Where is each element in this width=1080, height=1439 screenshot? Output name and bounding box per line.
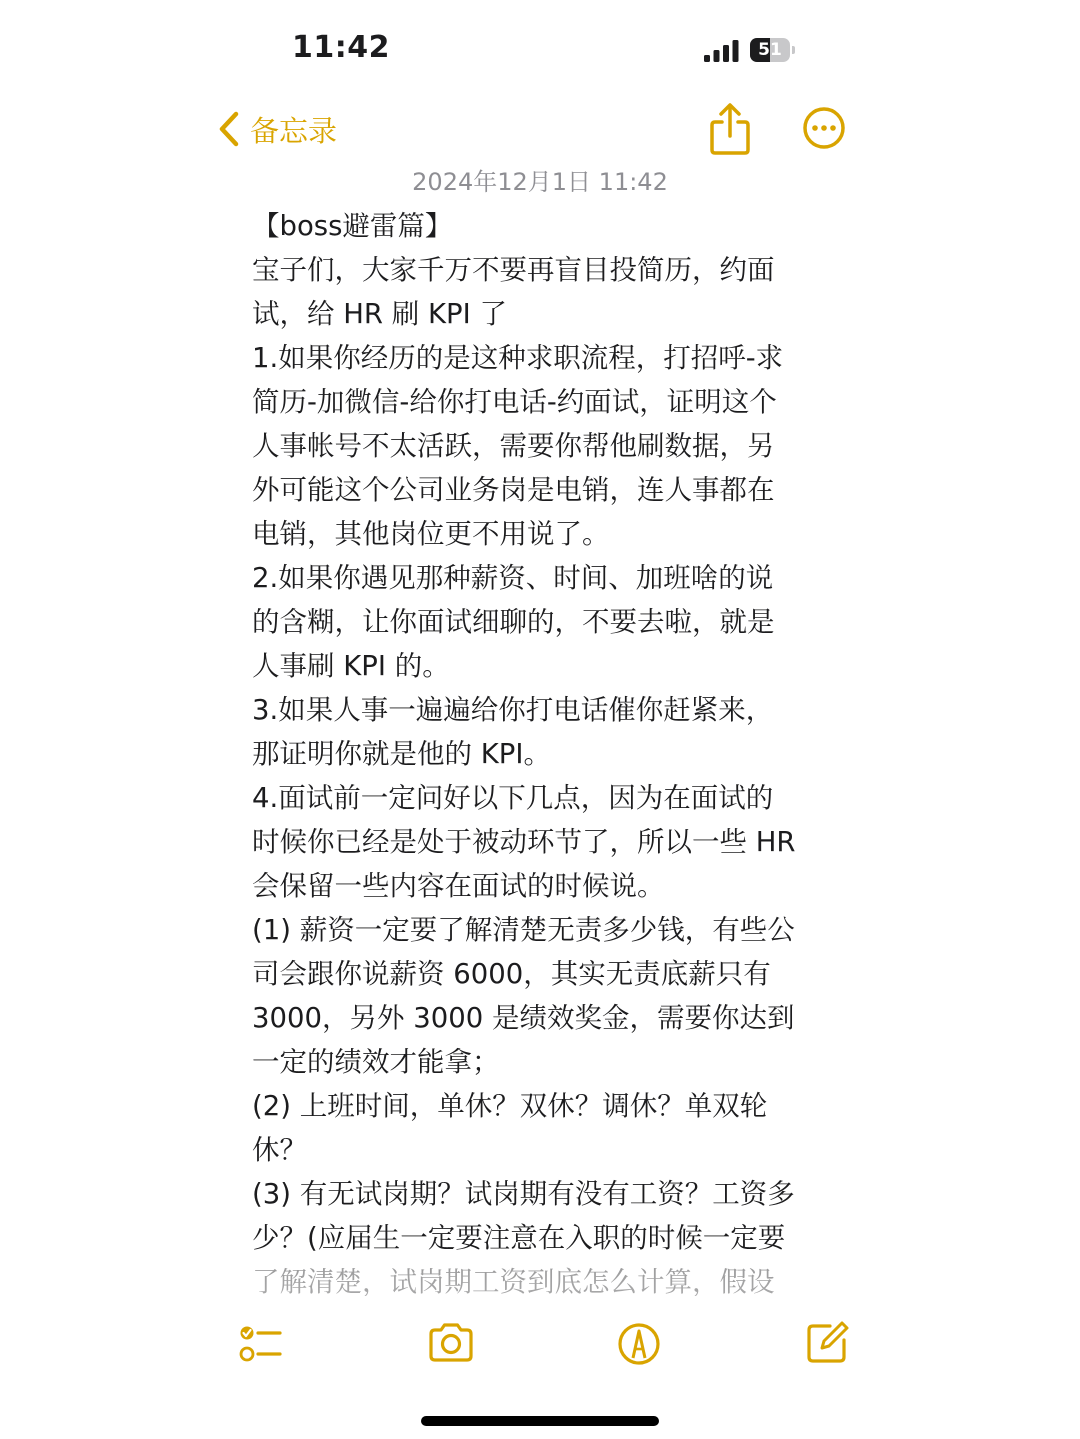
note-line: 简历-加微信-给你打电话-约面试，证明这个 [252, 386, 777, 418]
note-line: 那证明你就是他的 KPI。 [252, 738, 551, 770]
note-line: 宝子们，大家千万不要再盲目投简历，约面 [252, 254, 775, 286]
chevron-left-icon [218, 111, 240, 147]
cellular-signal-icon [704, 40, 740, 62]
home-indicator[interactable] [421, 1416, 659, 1426]
ellipsis-circle-icon[interactable] [802, 106, 846, 150]
note-line: 2.如果你遇见那种薪资、时间、加班啥的说 [252, 562, 774, 594]
compose-icon[interactable] [802, 1318, 852, 1368]
note-line: 试，给 HR 刷 KPI 了 [252, 298, 507, 330]
note-line: (2) 上班时间，单休？双休？调休？单双轮 [252, 1090, 768, 1122]
status-time: 11:42 [292, 30, 390, 65]
battery-body [750, 38, 790, 62]
battery-icon [750, 38, 796, 62]
note-line: 【boss避雷篇】 [252, 210, 453, 242]
checklist-icon[interactable] [236, 1318, 286, 1368]
note-line: 人事刷 KPI 的。 [252, 650, 450, 682]
note-line: 1.如果你经历的是这种求职流程，打招呼-求 [252, 342, 784, 374]
share-icon[interactable] [706, 102, 754, 156]
back-button[interactable] [218, 104, 337, 154]
battery-cap [792, 46, 795, 54]
note-line: 休？ [252, 1134, 307, 1166]
note-line: (1) 薪资一定要了解清楚无责多少钱，有些公 [252, 914, 795, 946]
bottom-toolbar [0, 1318, 1080, 1378]
status-bar [0, 0, 1080, 100]
note-line: 司会跟你说薪资 6000，其实无责底薪只有 [252, 958, 771, 990]
note-line: 少？(应届生一定要注意在入职的时候一定要 [252, 1222, 786, 1254]
note-line: 电销，其他岗位更不用说了。 [252, 518, 610, 550]
note-line: 一定的绩效才能拿； [252, 1046, 500, 1078]
back-label: 备忘录 [250, 113, 338, 148]
note-line: 的含糊，让你面试细聊的，不要去啦，就是 [252, 606, 775, 638]
nav-bar [0, 96, 1080, 162]
note-line: 外可能这个公司业务岗是电销，连人事都在 [252, 474, 775, 506]
note-line: (3) 有无试岗期？试岗期有没有工资？工资多 [252, 1178, 795, 1210]
note-line: 3000，另外 3000 是绩效奖金，需要你达到 [252, 1002, 795, 1034]
note-body[interactable] [252, 204, 832, 1296]
note-line: 4.面试前一定问好以下几点，因为在面试的 [252, 782, 774, 814]
markup-pen-icon[interactable] [614, 1318, 664, 1368]
note-line: 时候你已经是处于被动环节了，所以一些 HR [252, 826, 796, 858]
battery-level: 51 [758, 40, 782, 60]
note-line: 3.如果人事一遍遍给你打电话催你赶紧来， [252, 694, 774, 726]
note-line: 人事帐号不太活跃，需要你帮他刷数据，另 [252, 430, 775, 462]
note-line: 会保留一些内容在面试的时候说。 [252, 870, 665, 902]
camera-icon[interactable] [426, 1318, 476, 1368]
note-date: 2024年12月1日 11:42 [412, 168, 668, 196]
